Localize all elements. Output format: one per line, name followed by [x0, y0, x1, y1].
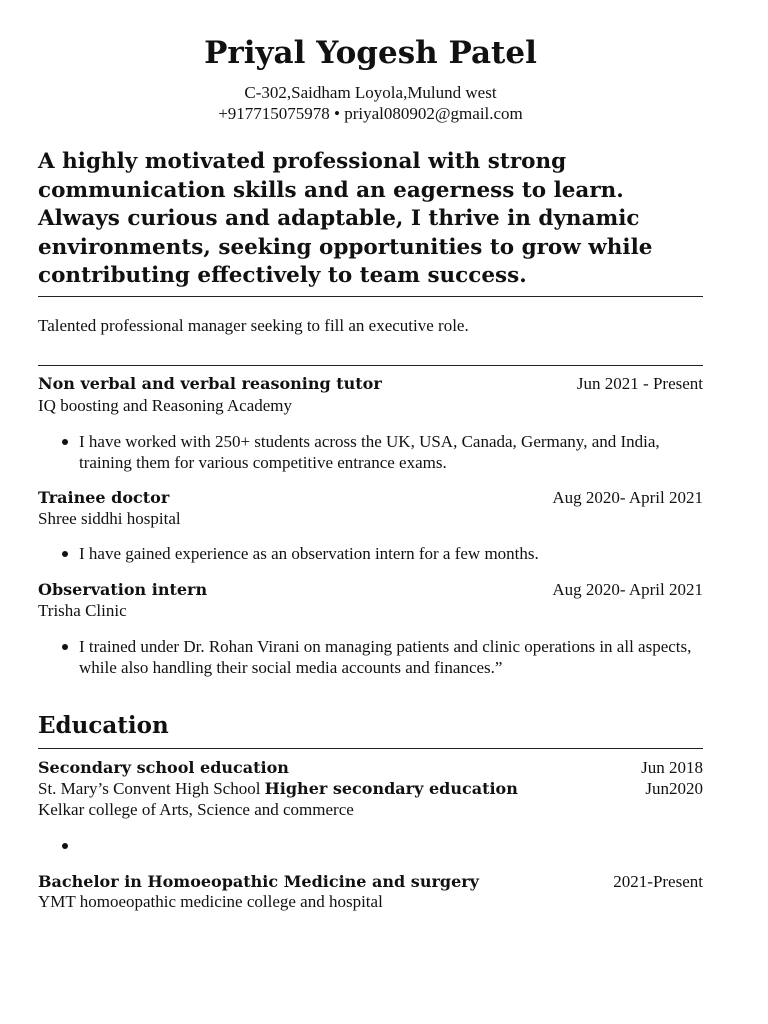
job-organization: IQ boosting and Reasoning Academy	[38, 396, 293, 415]
school-name: YMT homoeopathic medicine college and hospital	[38, 892, 383, 911]
job-date: Jun 2021 - Present	[576, 374, 703, 393]
degree-title: Higher secondary education	[264, 779, 518, 798]
degree-date: Jun 2018	[641, 758, 703, 777]
section-heading-education: Education	[38, 712, 169, 739]
job-bullet-text: I trained under Dr. Rohan Virani on managing patients and clinic operations in all aspects, while also handling their social media accounts and finances.”	[79, 637, 692, 677]
job-title: Non verbal and verbal reasoning tutor	[38, 374, 382, 393]
candidate-name: Priyal Yogesh Patel	[204, 35, 537, 71]
bullet-icon	[62, 551, 68, 557]
phone-email-line: +917715075978 • priyal080902@gmail.com	[218, 104, 523, 123]
job-date: Aug 2020- April 2021	[552, 488, 703, 507]
job-bullet	[79, 636, 703, 678]
job-title: Observation intern	[38, 580, 208, 599]
degree-date: 2021-Present	[613, 872, 703, 891]
education-school-line	[38, 778, 703, 799]
job-bullet	[79, 543, 703, 564]
job-bullet-text: I have gained experience as an observation intern for a few months.	[79, 544, 539, 563]
objective-statement: Talented professional manager seeking to fill an executive role.	[38, 316, 469, 335]
degree-title: Bachelor in Homoeopathic Medicine and surgery	[38, 872, 479, 891]
school-name: Kelkar college of Arts, Science and commerce	[38, 800, 354, 819]
resume-page	[38, 0, 703, 1024]
job-date: Aug 2020- April 2021	[552, 580, 703, 599]
bullet-icon	[62, 644, 68, 650]
job-bullet	[79, 431, 703, 473]
divider	[38, 296, 703, 297]
education-header	[38, 757, 703, 778]
job-organization: Trisha Clinic	[38, 601, 127, 620]
bullet-icon	[62, 439, 68, 445]
job-bullet-text: I have worked with 250+ students across the UK, USA, Canada, Germany, and India, training them for various competitive entrance exams.	[79, 432, 660, 472]
education-header	[38, 871, 703, 892]
address-line: C-302,Saidham Loyola,Mulund west	[244, 83, 497, 102]
experience-header	[38, 579, 703, 600]
experience-header	[38, 373, 703, 394]
divider	[38, 365, 703, 366]
bullet-icon	[62, 843, 68, 849]
school-name: St. Mary’s Convent High School	[38, 779, 261, 798]
job-title: Trainee doctor	[38, 488, 170, 507]
experience-header	[38, 487, 703, 508]
professional-summary: A highly motivated professional with strong communication skills and an eagerness to learn. Always curious and adaptable, I thrive in dynamic environments, seeking opportunities to grow while contributing effectively to team success.	[38, 149, 653, 288]
divider	[38, 748, 703, 749]
job-organization: Shree siddhi hospital	[38, 509, 181, 528]
degree-date: Jun2020	[645, 779, 703, 798]
degree-title: Secondary school education	[38, 758, 289, 777]
